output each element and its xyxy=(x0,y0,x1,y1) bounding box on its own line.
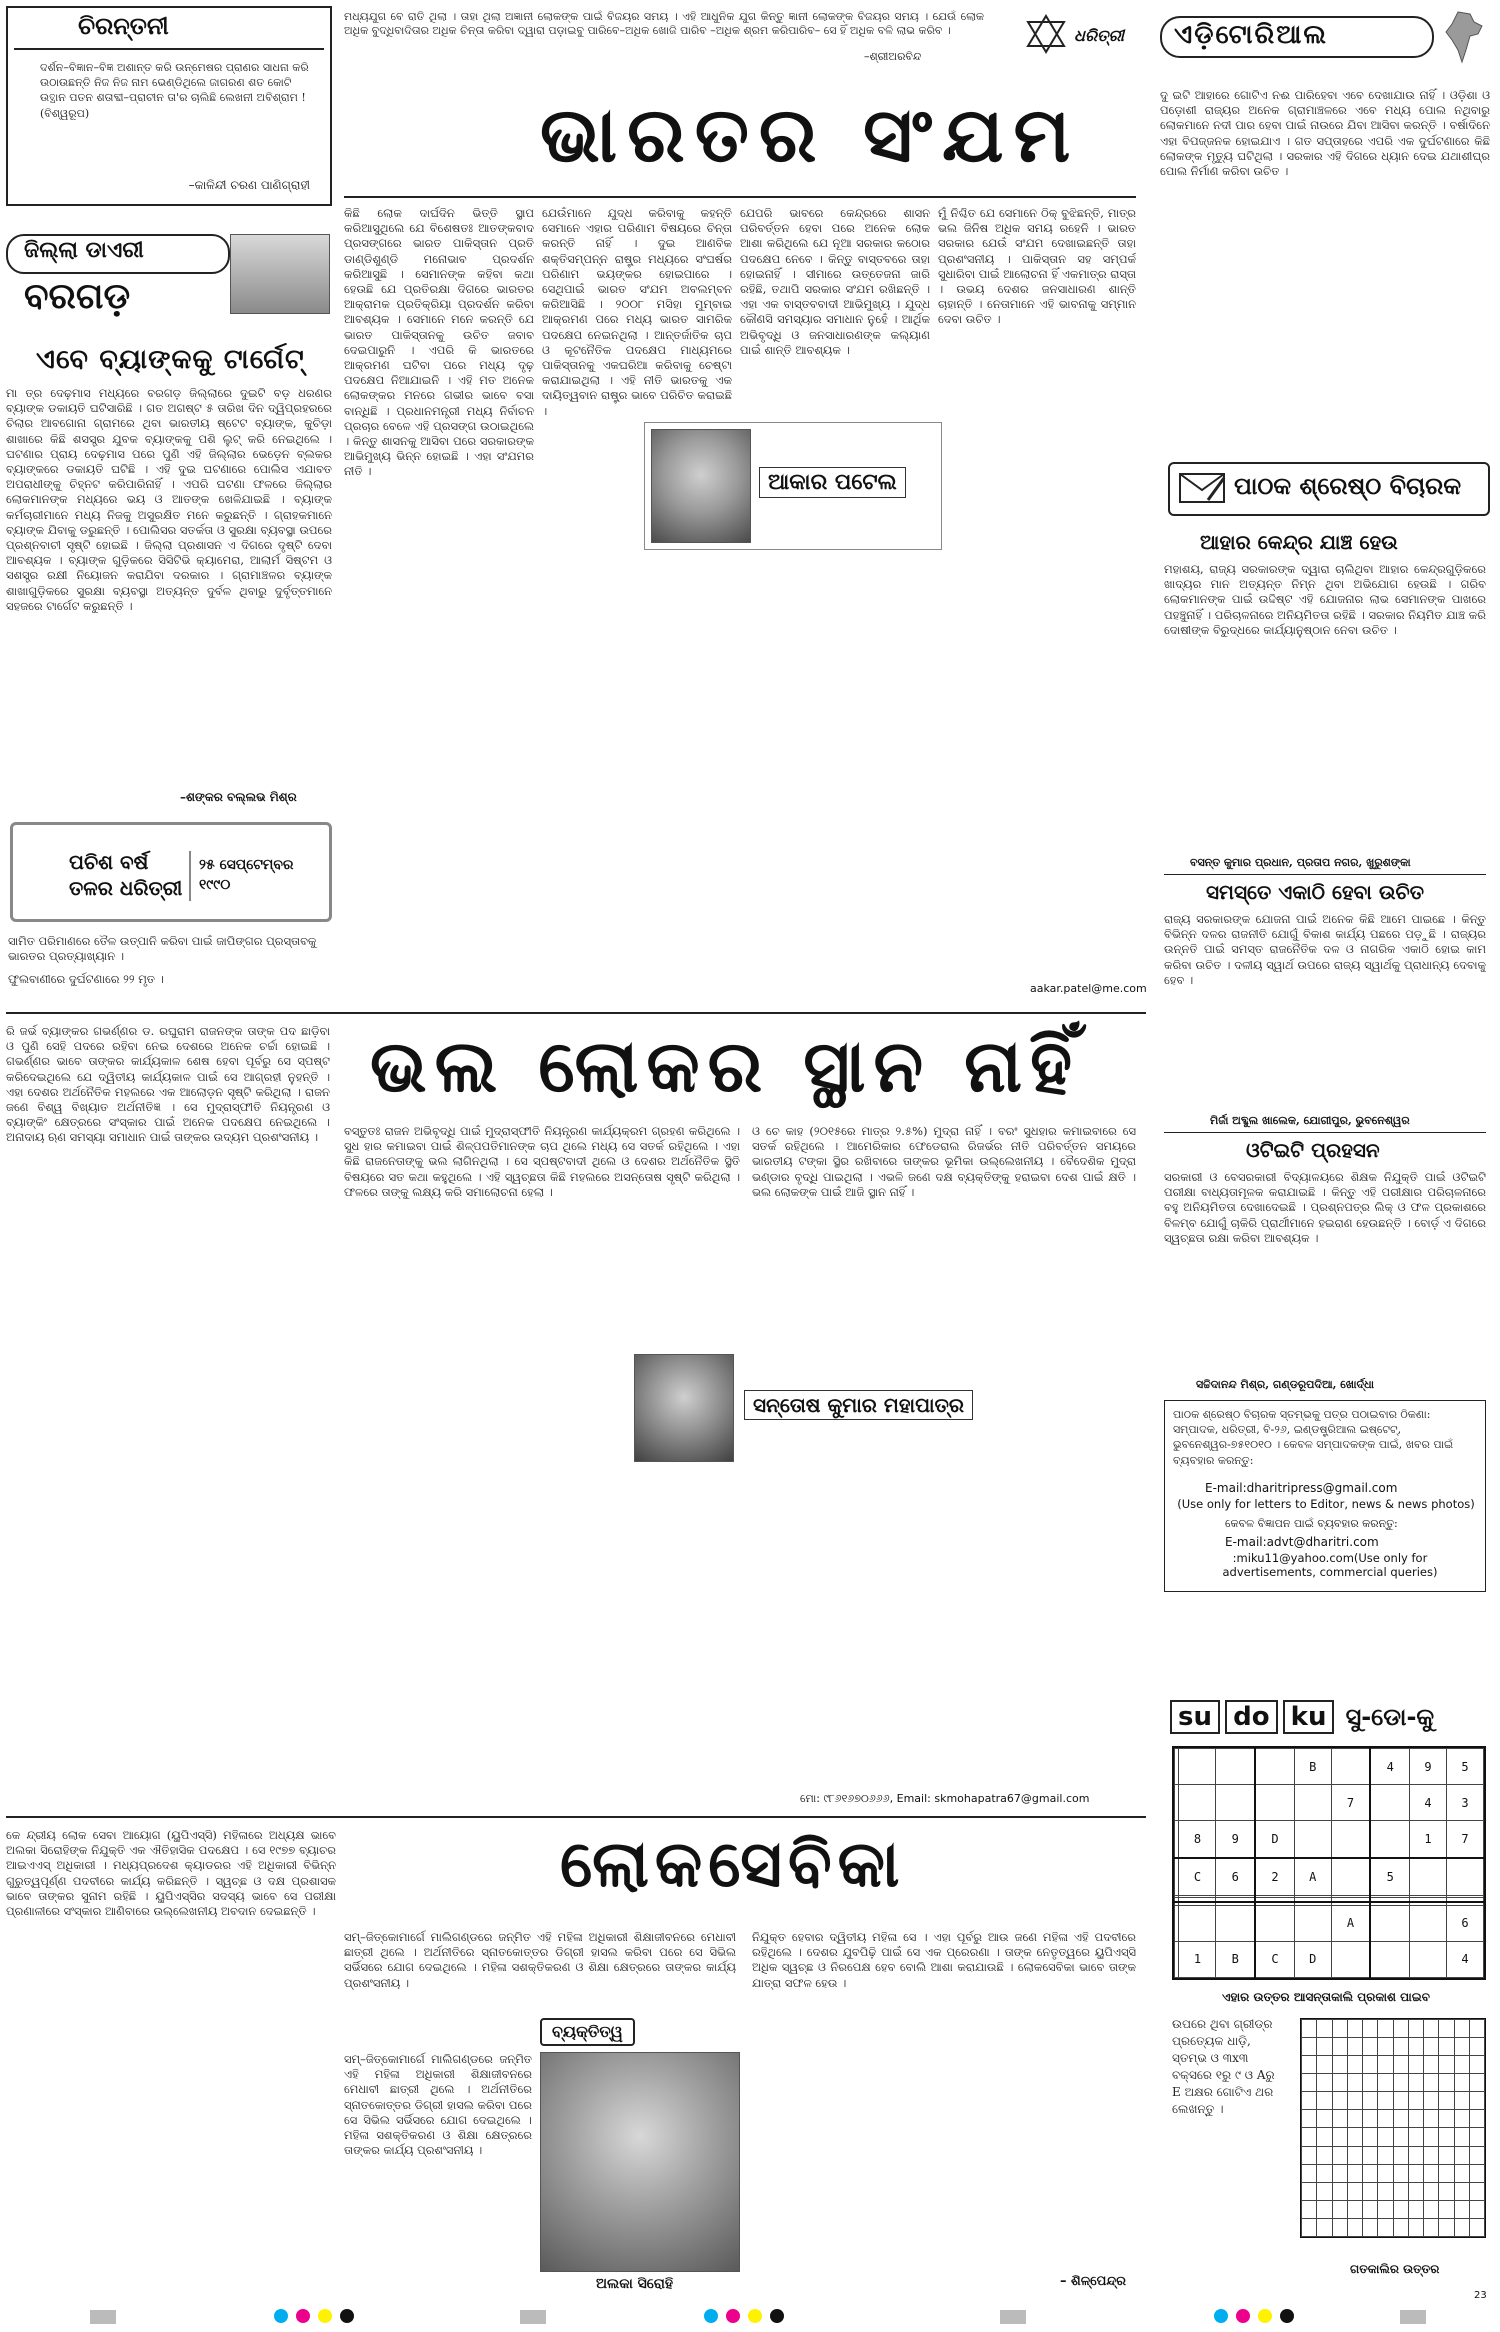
mini-cell xyxy=(1439,2020,1454,2038)
mini-cell xyxy=(1363,2218,1378,2236)
email-miku[interactable]: :miku11@yahoo.com(Use only for advertisements, commercial queries) xyxy=(1222,1551,1438,1579)
mini-cell xyxy=(1378,2074,1393,2092)
reader-header-box xyxy=(1168,462,1490,516)
mini-cell xyxy=(1363,2074,1378,2092)
mini-cell xyxy=(1302,2182,1317,2200)
mini-cell xyxy=(1469,2128,1484,2146)
sudoku-row xyxy=(1175,1749,1484,1785)
sudoku-cell[interactable]: 5 xyxy=(1370,1858,1409,1895)
top-quote: ମଧ୍ୟଯୁଗ ବେ ରାତି ଥିଲା । ତାହା ଥିଲା ଅଜ୍ଞାନୀ ଲୋକଙ୍କ ପାଇଁ ବିଜୟର ସମୟ । ଏହି ଆଧୁନିକ ଯୁଗ କିନ୍ତୁ ଜ୍ଞାନୀ ଲୋକଙ୍କ ବିଜୟର ସମୟ । ଯେଉଁ ଲୋକ ଅଧିକ ବୁଦ୍ଧିବାଦିତାର ଅଧିକ ଚିନ୍ତା କରିବା ଦ୍ୱାରା ପଡ଼ାଇବୁ ପାରିବେ–ଅଧିକ ଖୋଜି ପାରିବ –ଅଧିକ ଶ୍ରମ କରିପାରିବ– ସେ ହିଁ ଅଧିକ ବଳି ଲାଭ କରିବ । xyxy=(344,10,984,37)
mini-cell xyxy=(1469,2218,1484,2236)
mini-cell xyxy=(1363,2200,1378,2218)
mini-cell xyxy=(1454,2038,1469,2056)
mini-cell xyxy=(1439,2218,1454,2236)
district-headline: ଏବେ ବ୍ୟାଙ୍କକୁ ଟାର୍ଗେଟ୍‌ xyxy=(36,344,305,375)
dharitri-25-label: ପଚିଶ ବର୍ଷ ତଳର ଧରିତ୍ରୀ xyxy=(69,850,183,900)
dharitri-25-date: ୨୫ ସେପ୍ଟେମ୍ବର ୧୯୯୦ xyxy=(199,857,294,893)
article1-col4: ମୁଁ ନିଶ୍ଚିତ ଯେ ସେମାନେ ଠିକ୍ ବୁଝିଛନ୍ତି, ମାତ୍ର ଭଲ ଜିନିଷ ଅଧିକ ସମୟ ରହେନି । ଭାରତ ସରକାର ଯେଉଁ ସଂଯମ ଦେଖାଇଛନ୍ତି ତାହା ପ୍ରଶଂସନୀୟ । ପାକିସ୍ତାନ ସହ ସମ୍ପର୍କ ସୁଧାରିବା ପାଇଁ ଆଲୋଚନା ହିଁ ଏକମାତ୍ର ରାସ୍ତା । ଉଭୟ ଦେଶର ଜନସାଧାରଣ ଶାନ୍ତି ଚାହାନ୍ତି । ନେତାମାନେ ଏହି ଭାବନାକୁ ସମ୍ମାନ ଦେବା ଉଚିତ । xyxy=(938,206,1136,327)
mini-cell xyxy=(1469,2038,1484,2056)
mini-cell xyxy=(1378,2218,1393,2236)
article1-col2: ଯେଉଁମାନେ ଯୁଦ୍ଧ କରିବାକୁ କହନ୍ତି ସେମାନେ ଏହାର ପରିଣାମ ବିଷୟରେ ଚିନ୍ତା କରନ୍ତି ନାହିଁ । ଦୁଇ ଆଣବିକ ଶକ୍ତିସମ୍ପନ୍ନ ରାଷ୍ଟ୍ର ମଧ୍ୟରେ ସଂଘର୍ଷର ପରିଣାମ ଭୟଙ୍କର ହୋଇପାରେ । ସେଥିପାଇଁ ଭାରତ ସଂଯମ ଅବଲମ୍ବନ କରିଆସିଛି । ୨୦୦୮ ମସିହା ମୁମ୍ବାଇ ଆକ୍ରମଣ ପରେ ମଧ୍ୟ ଭାରତ ସାମରିକ ପଦକ୍ଷେପ ନେଇନଥିଲା । ଆନ୍ତର୍ଜାତିକ ଚାପ ଓ କୂଟନୈତିକ ପଦକ୍ଷେପ ମାଧ୍ୟମରେ ପାକିସ୍ତାନକୁ ଏକଘରିଆ କରିବାକୁ ଚେଷ୍ଟା କରାଯାଇଥିଲା । ଏହି ନୀତି ଭାରତକୁ ଏକ ଦାୟିତ୍ୱବାନ ରାଷ୍ଟ୍ର ଭାବେ ପରିଚିତ କରାଇଛି । xyxy=(542,206,732,418)
dharitri-logo-small: ଧରିତ୍ରୀ xyxy=(1074,26,1124,45)
mini-cell xyxy=(1317,2056,1332,2074)
mini-cell xyxy=(1424,2182,1439,2200)
envelope-icon xyxy=(1178,472,1226,504)
mini-cell xyxy=(1408,2074,1423,2092)
star-logo-icon xyxy=(1024,12,1068,56)
sudoku-cell[interactable]: 4 xyxy=(1370,1749,1409,1785)
profile-col3: ନିଯୁକ୍ତ ହେବାର ଦ୍ୱିତୀୟ ମହିଳା ସେ । ଏହା ପୂର୍ବରୁ ଆଉ ଜଣେ ମହିଳା ଏହି ପଦବୀରେ ରହିଥିଲେ । ଦେଶର ଯୁବପିଢ଼ି ପାଇଁ ସେ ଏକ ପ୍ରେରଣା । ତାଙ୍କ ନେତୃତ୍ୱରେ ୟୁପିଏସ୍‌ସି ଅଧିକ ସ୍ୱଚ୍ଛ ଓ ନିରପେକ୍ଷ ହେବ ବୋଲି ଆଶା କରାଯାଉଛି । ଲୋକସେବିକା ଭାବେ ତାଙ୍କ ଯାତ୍ରା ସଫଳ ହେଉ । xyxy=(752,1930,1136,1990)
mini-cell xyxy=(1424,2074,1439,2092)
mini-cell xyxy=(1347,2020,1362,2038)
mini-cell xyxy=(1378,2020,1393,2038)
sudoku-cell[interactable]: C xyxy=(1255,1941,1294,1977)
mini-cell xyxy=(1439,2092,1454,2110)
mini-cell xyxy=(1454,2110,1469,2128)
mini-cell xyxy=(1317,2074,1332,2092)
mini-cell xyxy=(1408,2164,1423,2182)
mini-cell xyxy=(1424,2146,1439,2164)
mini-cell xyxy=(1378,2128,1393,2146)
mini-cell xyxy=(1378,2092,1393,2110)
sudoku-cell[interactable]: 4 xyxy=(1410,1785,1447,1821)
mini-cell xyxy=(1393,2056,1408,2074)
mini-cell xyxy=(1332,2074,1347,2092)
profile-col1: କେ ନ୍ଦ୍ରୀୟ ଲୋକ ସେବା ଆୟୋଗ (ୟୁପିଏସ୍‌ସି) ମହିଳାରେ ଅଧ୍ୟକ୍ଷ ଭାବେ ଅଲକା ସିରୋହିଙ୍କ ନିଯୁକ୍ତି ଏକ ଐତିହାସିକ ପଦକ୍ଷେପ । ସେ ୧୯୭୭ ବ୍ୟାଚର ଆଇଏଏସ୍ ଅଧିକାରୀ । ମଧ୍ୟପ୍ରଦେଶ କ୍ୟାଡରର ଏହି ଅଧିକାରୀ ବିଭିନ୍ନ ଗୁରୁତ୍ୱପୂର୍ଣ୍ଣ ପଦବୀରେ କାର୍ଯ୍ୟ କରିଛନ୍ତି । ସ୍ୱଚ୍ଛ ଓ ଦକ୍ଷ ପ୍ରଶାସକ ଭାବେ ତାଙ୍କର ସୁନାମ ରହିଛି । ୟୁପିଏସ୍‌ସିର ସଦସ୍ୟ ଭାବେ ସେ ପରୀକ୍ଷା ପ୍ରଣାଳୀରେ ସଂସ୍କାର ଆଣିବାରେ ଉଲ୍ଲେଖନୀୟ ଅବଦାନ ଦେଇଛନ୍ତି । xyxy=(6,1828,336,1919)
mini-cell xyxy=(1454,2164,1469,2182)
district-diary-header xyxy=(6,234,332,326)
mini-cell xyxy=(1347,2056,1362,2074)
mini-cell xyxy=(1302,2056,1317,2074)
article2-author-box xyxy=(628,1350,1028,1466)
sudoku-cell[interactable]: 1 xyxy=(1179,1941,1216,1977)
mini-cell xyxy=(1454,2200,1469,2218)
sudoku-cell[interactable] xyxy=(1294,1785,1331,1821)
article1-author-photo xyxy=(651,429,751,543)
district-byline: –ଶଙ୍କର ବଲ୍ଲଭ ମିଶ୍ର xyxy=(180,790,297,804)
mini-row xyxy=(1302,2146,1485,2164)
mini-cell xyxy=(1302,2200,1317,2218)
sudoku-cell[interactable]: 7 xyxy=(1446,1821,1483,1858)
profile-tag-box xyxy=(540,2018,740,2048)
mini-cell xyxy=(1347,2074,1362,2092)
mini-cell xyxy=(1393,2218,1408,2236)
mini-cell xyxy=(1332,2146,1347,2164)
letter1-body: ମହାଶୟ, ରାଜ୍ୟ ସରକାରଙ୍କ ଦ୍ୱାରା ଚାଲିଥିବା ଆହାର କେନ୍ଦ୍ରଗୁଡ଼ିକରେ ଖାଦ୍ୟର ମାନ ଅତ୍ୟନ୍ତ ନିମ୍ନ ଥିବା ଅଭିଯୋଗ ହେଉଛି । ଗରିବ ଲୋକମାନଙ୍କ ପାଇଁ ଉଦ୍ଦିଷ୍ଟ ଏହି ଯୋଜନାର ଲାଭ ସେମାନଙ୍କ ପାଖରେ ପହଞ୍ଚୁନାହିଁ । ପରିଚାଳନାରେ ଅନିୟମିତତା ରହିଛି । ସରକାର ନିୟମିତ ଯାଞ୍ଚ କରି ଦୋଷୀଙ୍କ ବିରୁଦ୍ଧରେ କାର୍ଯ୍ୟାନୁଷ୍ଠାନ ନେବା ଉଚିତ । xyxy=(1164,562,1486,637)
sudoku-su: su xyxy=(1170,1700,1220,1734)
mini-cell xyxy=(1332,2164,1347,2182)
article2-headline: ଭଲ ଲୋକର ସ୍ଥାନ ନାହିଁ xyxy=(370,1024,1081,1108)
mini-cell xyxy=(1317,2200,1332,2218)
print-marks xyxy=(0,2306,1500,2328)
letter1-sign: ବସନ୍ତ କୁମାର ପ୍ରଧାନ, ପ୍ରତାପ ନଗର, ଖୁରୁଶଙ୍କା xyxy=(1190,856,1411,869)
sudoku-cell[interactable] xyxy=(1294,1821,1331,1858)
mini-cell xyxy=(1347,2128,1362,2146)
mini-cell xyxy=(1347,2200,1362,2218)
mini-cell xyxy=(1439,2110,1454,2128)
mini-cell xyxy=(1302,2164,1317,2182)
mini-row xyxy=(1302,2164,1485,2182)
mini-cell xyxy=(1408,2218,1423,2236)
sudoku-prev-answer-label: ଗତକାଲିର ଉତ୍ତର xyxy=(1350,2262,1440,2276)
mini-cell xyxy=(1469,2020,1484,2038)
mini-cell xyxy=(1408,2092,1423,2110)
mini-row xyxy=(1302,2218,1485,2236)
letter2-title: ସମସ୍ତେ ଏକାଠି ହେବା ଉଚିତ xyxy=(1206,880,1424,904)
sudoku-row xyxy=(1175,1858,1484,1895)
quote-box xyxy=(6,6,332,206)
mini-cell xyxy=(1317,2128,1332,2146)
sudoku-cell[interactable]: B xyxy=(1216,1941,1255,1977)
article2-contact: ମୋ: ୯୮୬୧୬୭୦୬୬୬, Email: skmohapatra67@gmail.com xyxy=(800,1792,1090,1805)
mini-cell xyxy=(1302,2146,1317,2164)
mini-cell xyxy=(1469,2164,1484,2182)
mini-row xyxy=(1302,2200,1485,2218)
sudoku-cell[interactable]: 4 xyxy=(1446,1941,1483,1977)
mini-cell xyxy=(1454,2092,1469,2110)
profile-headline: ଲୋକସେବିକା xyxy=(560,1828,906,1902)
mini-cell xyxy=(1378,2038,1393,2056)
sudoku-cell[interactable] xyxy=(1216,1749,1255,1785)
sudoku-cell[interactable] xyxy=(1255,1905,1294,1941)
letter3-body: ସରକାରୀ ଓ ବେସରକାରୀ ବିଦ୍ୟାଳୟରେ ଶିକ୍ଷକ ନିଯୁକ୍ତି ପାଇଁ ଓଟିଇଟି ପରୀକ୍ଷା ବାଧ୍ୟତାମୂଳକ କରାଯାଇଛି । କିନ୍ତୁ ଏହି ପରୀକ୍ଷାର ପରିଚାଳନାରେ ବହୁ ଅନିୟମିତତା ଦେଖାଦେଇଛି । ପ୍ରଶ୍ନପତ୍ର ଲିକ୍ ଓ ଫଳ ପ୍ରକାଶରେ ବିଳମ୍ବ ଯୋଗୁଁ ଚାକିରି ପ୍ରାର୍ଥୀମାନେ ହଇରାଣ ହେଉଛନ୍ତି । ବୋର୍ଡ଼ ଏ ଦିଗରେ ସ୍ୱଚ୍ଛତା ରକ୍ଷା କରିବା ଆବଶ୍ୟକ । xyxy=(1164,1170,1486,1245)
article1-headline: ଭାରତର ସଂଯମ xyxy=(540,90,1081,179)
sudoku-cell[interactable] xyxy=(1410,1941,1447,1977)
sudoku-grid[interactable] xyxy=(1172,1746,1486,1980)
sudoku-rules: ଉପରେ ଥିବା ଗ୍ରୀଡ୍‌ର ପ୍ରତ୍ୟେକ ଧାଡ଼ି, ସ୍ତମ୍ଭ ଓ ୩x୩ ବକ୍ସରେ ୧ରୁ ୯ ଓ Aରୁ E ଅକ୍ଷର ଗୋଟିଏ ଥର ଲେଖନ୍ତୁ । xyxy=(1172,2017,1275,2116)
mini-cell xyxy=(1302,2092,1317,2110)
mini-cell xyxy=(1454,2218,1469,2236)
mini-cell xyxy=(1378,2182,1393,2200)
mini-cell xyxy=(1317,2218,1332,2236)
sudoku-cell[interactable]: 7 xyxy=(1331,1785,1370,1821)
mini-cell xyxy=(1317,2164,1332,2182)
mini-cell xyxy=(1347,2164,1362,2182)
mini-cell xyxy=(1393,2128,1408,2146)
mini-cell xyxy=(1393,2038,1408,2056)
mini-cell xyxy=(1332,2056,1347,2074)
mini-cell xyxy=(1469,2182,1484,2200)
letter2-body: ରାଜ୍ୟ ସରକାରଙ୍କ ଯୋଜନା ପାଇଁ ଅନେକ କିଛି ଆମେ ପାଇଛେ । କିନ୍ତୁ ବିଭିନ୍ନ ଦଳର ରାଜନୀତି ଯୋଗୁଁ ବିକାଶ କାର୍ଯ୍ୟ ପଛରେ ପଡ଼ୁଛି । ରାଜ୍ୟର ଉନ୍ନତି ପାଇଁ ସମସ୍ତ ରାଜନୈତିକ ଦଳ ଓ ନାଗରିକ ଏକାଠି ହୋଇ କାମ କରିବା ଉଚିତ । ଦଳୀୟ ସ୍ୱାର୍ଥ ଉପରେ ରାଜ୍ୟ ସ୍ୱାର୍ଥକୁ ପ୍ରାଧାନ୍ୟ ଦେବାକୁ ହେବ । xyxy=(1164,912,1486,987)
mini-cell xyxy=(1302,2074,1317,2092)
mini-row xyxy=(1302,2182,1485,2200)
mini-cell xyxy=(1332,2020,1347,2038)
mini-cell xyxy=(1454,2020,1469,2038)
article1-email: aakar.patel@me.com xyxy=(1030,982,1147,995)
sudoku-cell[interactable]: 5 xyxy=(1446,1749,1483,1785)
article2-col1: ରି ଜର୍ଭ ବ୍ୟାଙ୍କର ଗଭର୍ଣ୍ଣର ଡ. ରଘୁରାମ ରାଜନଙ୍କ ତାଙ୍କ ପଦ ଛାଡ଼ିବା ଓ ପୁଣି ସେହି ପଦରେ ରହିବା ନେଇ ଦେଶରେ ଅନେକ ଚର୍ଚ୍ଚା ହୋଇଛି । ଗଭର୍ଣ୍ଣର ଭାବେ ତାଙ୍କର କାର୍ଯ୍ୟକାଳ ଶେଷ ହେବା ପୂର୍ବରୁ ସେ ସ୍ପଷ୍ଟ କରିଦେଇଥିଲେ ଯେ ଦ୍ୱିତୀୟ କାର୍ଯ୍ୟକାଳ ପାଇଁ ସେ ଆଗ୍ରହୀ ନୁହନ୍ତି । ଏହା ଦେଶର ଅର୍ଥନୈତିକ ମହଲରେ ଏକ ଆଲୋଡ଼ନ ସୃଷ୍ଟି କରିଥିଲା । ରାଜନ ଜଣେ ବିଶ୍ୱ ବିଖ୍ୟାତ ଅର୍ଥନୀତିଜ୍ଞ । ସେ ମୁଦ୍ରାସ୍ଫୀତି ନିୟନ୍ତ୍ରଣ ଓ ବ୍ୟାଙ୍କିଂ କ୍ଷେତ୍ରରେ ସଂସ୍କାର ପାଇଁ ଅନେକ ପଦକ୍ଷେପ ନେଇଥିଲେ । ଅନାଦାୟ ଋଣ ସମସ୍ୟା ସମାଧାନ ପାଇଁ ତାଙ୍କର ଉଦ୍ୟମ ପ୍ରଶଂସନୀୟ । xyxy=(6,1024,330,1145)
mini-row xyxy=(1302,2110,1485,2128)
profile-col2: ସମ୍‌–ଜିତ୍‌କୋମାର୍ଗେ ମାଲିଗଣ୍ଡରେ ଜନ୍ମିତ ଏହି ମହିଳା ଅଧିକାରୀ ଶିକ୍ଷାଜୀବନରେ ମେଧାବୀ ଛାତ୍ରୀ ଥିଲେ । ଅର୍ଥନୀତିରେ ସ୍ନାତକୋତ୍ତର ଡିଗ୍ରୀ ହାସଲ କରିବା ପରେ ସେ ସିଭିଲ ସର୍ଭିସରେ ଯୋଗ ଦେଇଥିଲେ । ମହିଳା ସଶକ୍ତିକରଣ ଓ ଶିକ୍ଷା କ୍ଷେତ୍ରରେ ତାଙ୍କର କାର୍ଯ୍ୟ ପ୍ରଶଂସନୀୟ । xyxy=(344,1930,736,1990)
ads-note: କେବଳ ବିଜ୍ଞାପନ ପାଇଁ ବ୍ୟବହାର କରନ୍ତୁ: xyxy=(1225,1517,1398,1530)
profile-col2b: ସମ୍‌–ଜିତ୍‌କୋମାର୍ଗେ ମାଲିଗଣ୍ଡରେ ଜନ୍ମିତ ଏହି ମହିଳା ଅଧିକାରୀ ଶିକ୍ଷାଜୀବନରେ ମେଧାବୀ ଛାତ୍ରୀ ଥିଲେ । ଅର୍ଥନୀତିରେ ସ୍ନାତକୋତ୍ତର ଡିଗ୍ରୀ ହାସଲ କରିବା ପରେ ସେ ସିଭିଲ ସର୍ଭିସରେ ଯୋଗ ଦେଇଥିଲେ । ମହିଳା ସଶକ୍ତିକରଣ ଓ ଶିକ୍ଷା କ୍ଷେତ୍ରରେ ତାଙ୍କର କାର୍ଯ୍ୟ ପ୍ରଶଂସନୀୟ । xyxy=(344,2052,532,2158)
mini-cell xyxy=(1363,2092,1378,2110)
mini-cell xyxy=(1332,2110,1347,2128)
sudoku-cell[interactable] xyxy=(1331,1821,1370,1858)
mini-cell xyxy=(1378,2056,1393,2074)
profile-byline: – ଶିଳ୍ପେନ୍ଦ୍ର xyxy=(1060,2274,1126,2289)
sudoku-cell[interactable]: A xyxy=(1294,1858,1331,1895)
top-quote-strip xyxy=(344,6,1124,70)
mini-cell xyxy=(1469,2056,1484,2074)
sudoku-cell[interactable]: 9 xyxy=(1410,1749,1447,1785)
mini-cell xyxy=(1408,2182,1423,2200)
mini-cell xyxy=(1363,2110,1378,2128)
mini-cell xyxy=(1424,2092,1439,2110)
mini-cell xyxy=(1408,2110,1423,2128)
temple-photo xyxy=(230,234,330,314)
sudoku-cell[interactable] xyxy=(1216,1905,1255,1941)
sudoku-row xyxy=(1175,1905,1484,1941)
mini-cell xyxy=(1439,2200,1454,2218)
mini-cell xyxy=(1439,2074,1454,2092)
mini-cell xyxy=(1302,2218,1317,2236)
email-advt[interactable]: E-mail:advt@dharitri.com xyxy=(1225,1535,1379,1549)
sudoku-title xyxy=(1170,1700,1490,1740)
sudoku-cell[interactable]: 8 xyxy=(1179,1821,1216,1858)
sudoku-cell[interactable] xyxy=(1216,1785,1255,1821)
mini-cell xyxy=(1408,2038,1423,2056)
sudoku-cell[interactable]: 6 xyxy=(1446,1905,1483,1941)
article1-col1: କିଛି ଲୋକ ଦାର୍ଘଦିନ ଭିତ୍ତି ସ୍ଥାପ କରିଆସୁଥିଲେ ଯେ ବିଶେଷତଃ ଆତଙ୍କବାଦ ପ୍ରସଙ୍ଗରେ ଭାରତ ପାକିସ୍ତାନ ପ୍ରତି ଡାଣ୍ଡିଶୁଣ୍ଡି ମନୋଭାବ ପ୍ରଦର୍ଶନ କରିଆସୁଛି । ସେମାନଙ୍କ କହିବା କଥା ହେଉଛି ଯେ ପ୍ରତିରକ୍ଷା ଦିଗରେ ଭାରତର ଆକ୍ରାମକ ପ୍ରତିକ୍ରିୟା ପ୍ରଦର୍ଶନ କରିବା ଆବଶ୍ୟକ । ସେମାନେ ମନେ କରନ୍ତି ଯେ ଭାରତ ପାକିସ୍ତାନକୁ ଉଚିତ ଜବାବ ଦେଇପାରୁନି । ଏପରି କି ଭାରତରେ ଆକ୍ରମଣ ଘଟିବା ପରେ ମଧ୍ୟ ଦୃଢ଼ ପଦକ୍ଷେପ ନିଆଯାଇନି । ଏହି ମତ ଅନେକ ଲୋକଙ୍କର ମନରେ ଗଭୀର ଭାବେ ବସା ବାନ୍ଧିଛି । ପ୍ରଧାନମନ୍ତ୍ରୀ ମଧ୍ୟ ନିର୍ବାଚନ ପ୍ରଚାର ବେଳେ ଏହି ପ୍ରସଙ୍ଗ ଉଠାଇଥିଲେ । କିନ୍ତୁ ଶାସନକୁ ଆସିବା ପରେ ସରକାରଙ୍କ ଆଭିମୁଖ୍ୟ ଭିନ୍ନ ହୋଇଛି । ଏହା ସଂଯମର ନୀତି । xyxy=(344,206,534,479)
sudoku-cell[interactable] xyxy=(1370,1785,1409,1821)
mini-cell xyxy=(1424,2038,1439,2056)
sudoku-cell[interactable] xyxy=(1255,1785,1294,1821)
mini-cell xyxy=(1332,2038,1347,2056)
sudoku-cell[interactable]: A xyxy=(1331,1905,1370,1941)
sudoku-row xyxy=(1175,1785,1484,1821)
mini-cell xyxy=(1317,2038,1332,2056)
mini-cell xyxy=(1332,2182,1347,2200)
mini-cell xyxy=(1439,2182,1454,2200)
sudoku-cell[interactable]: D xyxy=(1294,1941,1331,1977)
mini-cell xyxy=(1332,2200,1347,2218)
mini-cell xyxy=(1393,2200,1408,2218)
mini-cell xyxy=(1424,2020,1439,2038)
mini-cell xyxy=(1469,2074,1484,2092)
mini-cell xyxy=(1302,2038,1317,2056)
sudoku-row xyxy=(1175,1941,1484,1977)
district-diary-label: ଜିଲ୍ଲା ଡାଏରୀ xyxy=(24,238,144,263)
district-body: ମା ତ୍ର ଦେଢ଼ମାସ ମଧ୍ୟରେ ବରଗଡ଼ ଜିଲ୍ଲାରେ ଦୁଇଟି ବଡ଼ ଧରଣର ବ୍ୟାଙ୍କ ଡକାୟତି ଘଟିସାରିଛି । ଗତ ଅଗଷ୍ଟ ୫ ତାରିଖ ଦିନ ଦ୍ୱିପ୍ରହରରେ ଚିଲାର ଆବଗୋନା ଗ୍ରାମରେ ଥିବା ଭାରତୀୟ ଷ୍ଟେଟ ବ୍ୟାଙ୍କ, କୁଚିଡ଼ା ଶାଖାରେ କିଛି ଶସସ୍ତ୍ର ଯୁବକ ବ୍ୟାଙ୍କକୁ ପଶି ଲୁଟ୍ କରି ନେଇଥିଲେ । ଘଟଣାର ପ୍ରାୟ ଦେଢ଼ମାସ ପରେ ପୁଣି ଏହି ଜିଲ୍ଲାର ଭେଡ଼େନ ବ୍ଲକର ବ୍ୟାଙ୍କରେ ଡକାୟତି ଘଟିଛି । ଏହି ଦୁଇ ଘଟଣାରେ ପୋଲିସ ଏଯାବତ ଅପରାଧୀଙ୍କୁ ଚିହ୍ନଟ କରିପାରିନାହିଁ । ଏପରି ଘଟଣା ଫଳରେ ଜିଲ୍ଲାର ଲୋକମାନଙ୍କ ମଧ୍ୟରେ ଭୟ ଓ ଆତଙ୍କ ଖେଳିଯାଇଛି । ବ୍ୟାଙ୍କ କର୍ମଚାରୀମାନେ ମଧ୍ୟ ନିଜକୁ ଅସୁରକ୍ଷିତ ମନେ କରୁଛନ୍ତି । ଗ୍ରାହକମାନେ ବ୍ୟାଙ୍କ ଯିବାକୁ ଡରୁଛନ୍ତି । ପୋଲିସର ସତର୍କତା ଓ ସୁରକ୍ଷା ବ୍ୟବସ୍ଥା ଉପରେ ପ୍ରଶ୍ନବାଚୀ ସୃଷ୍ଟି ହୋଇଛି । ଜିଲ୍ଲା ପ୍ରଶାସନ ଏ ଦିଗରେ ଦୃଷ୍ଟି ଦେବା ଆବଶ୍ୟକ । ବ୍ୟାଙ୍କ ଗୁଡ଼ିକରେ ସିସିଟିଭି କ୍ୟାମେରା, ଆଲାର୍ମ ସିଷ୍ଟମ ଓ ସଶସ୍ତ୍ର ରକ୍ଷୀ ନିୟୋଜନ କରାଯିବା ଦରକାର । ଗ୍ରାମାଞ୍ଚଳର ବ୍ୟାଙ୍କ ଶାଖାଗୁଡ଼ିକରେ ସୁରକ୍ଷା ବ୍ୟବସ୍ଥା ଅତ୍ୟନ୍ତ ଦୁର୍ବଳ ଥିବାରୁ ଦୁର୍ବୃତ୍ତମାନେ ସହଜରେ ଟାର୍ଗେଟ କରୁଛନ୍ତି । xyxy=(6,386,332,613)
vox-news-body: ଦୁ ଇଟି ଆହାରେ ଗୋଟିଏ ନଈ ପାରିହେବା ଏବେ ଦେଖାଯାଉ ନାହିଁ । ଓଡ଼ିଶା ଓ ପଡ଼ୋଶୀ ରାଜ୍ୟର ଅନେକ ଗ୍ରାମାଞ୍ଚଳରେ ଏବେ ମଧ୍ୟ ପୋଲ ନଥିବାରୁ ଲୋକମାନେ ନଦୀ ପାର ହେବା ପାଇଁ ନାଉରେ ଯିବା ଆସିବା କରନ୍ତି । ବର୍ଷାଦିନେ ଏହା ବିପଜ୍ଜନକ ହୋଇଯାଏ । ଗତ ସପ୍ତାହରେ ଏପରି ଏକ ଦୁର୍ଘଟଣାରେ କିଛି ଲୋକଙ୍କ ମୃତ୍ୟୁ ଘଟିଥିଲା । ସରକାର ଏହି ଦିଗରେ ଧ୍ୟାନ ଦେଇ ଯଥାଶୀଘ୍ର ପୋଲ ନିର୍ମାଣ କରିବା ଉଚିତ । xyxy=(1160,88,1490,179)
mini-cell xyxy=(1317,2182,1332,2200)
mini-cell xyxy=(1332,2218,1347,2236)
article1-col3: ଯେପରି ଭାବରେ କେନ୍ଦ୍ରରେ ଶାସନ ପରିବର୍ତ୍ତନ ହେବା ପରେ ଅନେକ ଲୋକ ଆଶା କରିଥିଲେ ଯେ ନୂଆ ସରକାର କଠୋର ପଦକ୍ଷେପ ନେବେ । କିନ୍ତୁ ବାସ୍ତବରେ ତାହା ହୋଇନାହିଁ । ସୀମାରେ ଉତ୍ତେଜନା ଜାରି ରହିଛି, ତଥାପି ସରକାର ସଂଯମ ରଖିଛନ୍ତି । ଏହା ଏକ ବାସ୍ତବବାଦୀ ଆଭିମୁଖ୍ୟ । ଯୁଦ୍ଧ କୌଣସି ସମସ୍ୟାର ସମାଧାନ ନୁହେଁ । ଆର୍ଥିକ ଅଭିବୃଦ୍ଧି ଓ ଜନସାଧାରଣଙ୍କ କଲ୍ୟାଣ ପାଇଁ ଶାନ୍ତି ଆବଶ୍ୟକ । xyxy=(740,206,930,357)
sudoku-cell[interactable]: 6 xyxy=(1216,1858,1255,1895)
sudoku-cell[interactable] xyxy=(1179,1905,1216,1941)
sudoku-do: do xyxy=(1225,1700,1277,1734)
mini-cell xyxy=(1469,2092,1484,2110)
sudoku-answer-note: ଏହାର ଉତ୍ତର ଆସନ୍ତାକାଲି ପ୍ରକାଶ ପାଇବ xyxy=(1222,1990,1430,2004)
sudoku-cell[interactable] xyxy=(1331,1749,1370,1785)
mini-cell xyxy=(1302,2128,1317,2146)
sudoku-cell[interactable] xyxy=(1179,1785,1216,1821)
profile-photo xyxy=(540,2052,740,2272)
reader-header: ପାଠକ ଶ୍ରେଷ୍ଠ ବିଚାରକ xyxy=(1234,472,1462,500)
mini-cell xyxy=(1363,2146,1378,2164)
sudoku-row xyxy=(1175,1821,1484,1858)
article1-author-box xyxy=(644,422,942,550)
mini-cell xyxy=(1317,2146,1332,2164)
sudoku-cell[interactable]: 1 xyxy=(1410,1821,1447,1858)
mini-cell xyxy=(1408,2056,1423,2074)
sudoku-cell[interactable] xyxy=(1331,1858,1370,1895)
mini-cell xyxy=(1363,2020,1378,2038)
article2-col3: ଓ ଚେ କାହ (୨୦୧୫ରେ ମାତ୍ର ୨.୫%) ମୁଦ୍ରା ନାହିଁ । ବରଂ ସୁଧହାର କମାଇବାରେ ସେ ସତର୍କ ରହିଥିଲେ । ଆମେରିକାର ଫେଡେରାଲ ରିଜର୍ଭର ନୀତି ପରିବର୍ତ୍ତନ ସମୟରେ ଭାରତୀୟ ଟଙ୍କା ସ୍ଥିର ରଖିବାରେ ତାଙ୍କର ଭୂମିକା ଉଲ୍ଲେଖନୀୟ । ବୈଦେଶିକ ମୁଦ୍ରା ଭଣ୍ଡାର ବୃଦ୍ଧି ପାଇଥିଲା । ଏଭଳି ଜଣେ ଦକ୍ଷ ବ୍ୟକ୍ତିଙ୍କୁ ହରାଇବା ଦେଶ ପାଇଁ କ୍ଷତି । ଭଲ ଲୋକଙ୍କ ପାଇଁ ଆଜି ସ୍ଥାନ ନାହିଁ । xyxy=(752,1124,1136,1199)
mini-cell xyxy=(1347,2092,1362,2110)
mini-cell xyxy=(1424,2200,1439,2218)
mini-cell xyxy=(1469,2146,1484,2164)
sudoku-cell[interactable]: B xyxy=(1294,1749,1331,1785)
mini-cell xyxy=(1408,2128,1423,2146)
mini-cell xyxy=(1302,2020,1317,2038)
sudoku-cell[interactable]: 3 xyxy=(1446,1785,1483,1821)
sudoku-cell[interactable] xyxy=(1294,1905,1331,1941)
mini-cell xyxy=(1393,2020,1408,2038)
mini-cell xyxy=(1378,2200,1393,2218)
mini-cell xyxy=(1454,2128,1469,2146)
sudoku-prev-answer-grid xyxy=(1300,2018,1486,2238)
mini-cell xyxy=(1347,2110,1362,2128)
letter3-sign: ସଚ୍ଚିଦାନନ୍ଦ ମିଶ୍ର, ଗଣ୍ଡରୂପଦିଆ, ଖୋର୍ଦ୍ଧା xyxy=(1196,1378,1375,1391)
mini-cell xyxy=(1332,2092,1347,2110)
sudoku-ku: ku xyxy=(1283,1700,1335,1734)
mini-row xyxy=(1302,2074,1485,2092)
sudoku-cell[interactable] xyxy=(1331,1941,1370,1977)
mini-cell xyxy=(1454,2182,1469,2200)
mini-cell xyxy=(1424,2218,1439,2236)
mini-cell xyxy=(1317,2092,1332,2110)
mini-cell xyxy=(1424,2110,1439,2128)
mini-cell xyxy=(1439,2164,1454,2182)
sudoku-cell[interactable] xyxy=(1179,1749,1216,1785)
mini-row xyxy=(1302,2092,1485,2110)
sudoku-cell[interactable] xyxy=(1370,1941,1409,1977)
email-press-note: (Use only for letters to Editor, news & news photos) xyxy=(1177,1497,1475,1511)
mini-cell xyxy=(1317,2110,1332,2128)
sudoku-cell[interactable] xyxy=(1446,1858,1483,1895)
mini-cell xyxy=(1363,2164,1378,2182)
top-quote-author: –ଶ୍ରୀଅରବିନ୍ଦ xyxy=(864,50,922,63)
article2-author-name: ସନ୍ତୋଷ କୁମାର ମହାପାତ୍ର xyxy=(744,1390,973,1420)
sudoku-cell[interactable] xyxy=(1410,1905,1447,1941)
quote-author: –କାଳିନ୍ଦୀ ଚରଣ ପାଣିଗ୍ରାହୀ xyxy=(188,178,310,192)
mini-cell xyxy=(1393,2074,1408,2092)
mini-cell xyxy=(1363,2056,1378,2074)
mini-cell xyxy=(1439,2146,1454,2164)
section-name: ଏଡ଼ିଟୋରିଆଲ xyxy=(1174,20,1329,50)
dharitri-25-item-2: ଫୁଲବାଣୀରେ ଦୁର୍ଘଟଣାରେ ୨୨ ମୃତ । xyxy=(8,972,164,986)
article2-author-photo xyxy=(634,1354,734,1462)
quote-text: ଦର୍ଶନ–ବିଜ୍ଞାନ–ବିଜ୍ଞ ଅଶାନ୍ତ କରି ଉନ୍ମେଷର ପ୍ରାଣର ସାଧନା କରି ଉଠାଉଛନ୍ତି ନିଜ ନିଜ ନାମ ଭେଣ୍ଡିଥିଲେ ଜାଗରଣ ଶତ କୋଟି ଉତ୍ଥାନ ପତନ ଶତାବ୍ଦୀ–ପ୍ରାଚୀନ ତା'ର ଚାଲିଛି ଲେଖନୀ ଅବିଶ୍ରାମ ! (ବିଶ୍ୱରୂପ) xyxy=(40,61,309,120)
mini-cell xyxy=(1424,2164,1439,2182)
mini-cell xyxy=(1332,2128,1347,2146)
mini-cell xyxy=(1393,2182,1408,2200)
section-header xyxy=(1160,6,1490,70)
article1-author-name: ଆକାର ପଟେଲ xyxy=(759,467,906,498)
sudoku-cell[interactable] xyxy=(1370,1905,1409,1941)
letter3-title: ଓଟିଇଟି ପ୍ରହସନ xyxy=(1246,1138,1380,1162)
mini-cell xyxy=(1393,2164,1408,2182)
profile-tag: ବ୍ୟକ୍ତିତ୍ୱ xyxy=(540,2018,635,2046)
mini-cell xyxy=(1454,2074,1469,2092)
sudoku-cell[interactable]: D xyxy=(1255,1821,1294,1858)
mini-cell xyxy=(1347,2038,1362,2056)
sudoku-title-odia: ସୁ-ଡୋ-କୁ xyxy=(1345,1703,1435,1731)
mini-cell xyxy=(1424,2128,1439,2146)
mini-cell xyxy=(1393,2110,1408,2128)
letter1-title: ଆହାର କେନ୍ଦ୍ର ଯାଞ୍ଚ ହେଉ xyxy=(1200,530,1398,554)
mini-cell xyxy=(1317,2020,1332,2038)
sudoku-cell[interactable]: 2 xyxy=(1255,1858,1294,1895)
mini-cell xyxy=(1469,2200,1484,2218)
mini-cell xyxy=(1347,2146,1362,2164)
mini-cell xyxy=(1347,2218,1362,2236)
mini-row xyxy=(1302,2056,1485,2074)
sudoku-cell[interactable]: 9 xyxy=(1216,1821,1255,1858)
india-map-icon xyxy=(1444,10,1484,64)
profile-caption: ଅଲକା ସିରୋହି xyxy=(596,2276,674,2292)
mini-cell xyxy=(1454,2146,1469,2164)
mini-cell xyxy=(1439,2056,1454,2074)
letter2-sign: ମିର୍ଜା ଅବ୍ଦୁଲ ଖାଲେକ, ଯୋଗୀପୁର, ଭୁବନେଶ୍ୱର xyxy=(1210,1114,1410,1127)
mini-cell xyxy=(1378,2110,1393,2128)
page-number: 23 xyxy=(1474,2290,1487,2301)
mini-cell xyxy=(1363,2182,1378,2200)
mini-cell xyxy=(1454,2056,1469,2074)
dharitri-25-item-1: ସାମିତ ପରିମାଣରେ ତୈଳ ଉତ୍ପାନି କରିବା ପାଇଁ ଜାପିଙ୍ଗର ପ୍ରସ୍ତାବକୁ ଭାରତର ପ୍ରତ୍ୟାଖ୍ୟାନ । xyxy=(8,934,317,964)
mini-row xyxy=(1302,2020,1485,2038)
mini-cell xyxy=(1469,2110,1484,2128)
dharitri-25-box xyxy=(10,822,332,922)
sudoku-cell[interactable] xyxy=(1255,1749,1294,1785)
mini-cell xyxy=(1408,2146,1423,2164)
mini-cell xyxy=(1408,2200,1423,2218)
mini-cell xyxy=(1378,2146,1393,2164)
mini-cell xyxy=(1439,2038,1454,2056)
mini-cell xyxy=(1347,2182,1362,2200)
mini-cell xyxy=(1408,2020,1423,2038)
sudoku-cell[interactable] xyxy=(1410,1858,1447,1895)
district-name: ବରଗଡ଼ xyxy=(24,276,131,317)
sudoku-cell[interactable]: C xyxy=(1179,1858,1216,1895)
contact-intro: ପାଠକ ଶ୍ରେଷ୍ଠ ବିଚାରକ ସ୍ତମ୍ଭକୁ ପତ୍ର ପଠାଇବାର ଠିକଣା: ସମ୍ପାଦକ, ଧରିତ୍ରୀ, ବି-୨୬, ଇଣ୍ଡଷ୍ଟ୍ରିଆଲ ଇଷ୍ଟେଟ୍‌, ଭୁବନେଶ୍ୱର-୭୫୧୦୧୦ । କେବଳ ସମ୍ପାଦକଙ୍କ ପାଇଁ, ଖବର ପାଇଁ ବ୍ୟବହାର କରନ୍ତୁ: xyxy=(1173,1408,1454,1467)
mini-cell xyxy=(1439,2128,1454,2146)
email-press[interactable]: E-mail:dharitripress@gmail.com xyxy=(1205,1481,1398,1495)
article2-col2: ବସ୍ତୁତଃ ରାଜନ ଅଭିବୃଦ୍ଧି ପାଇଁ ମୁଦ୍ରାସ୍ଫୀତି ନିୟନ୍ତ୍ରଣ କାର୍ଯ୍ୟକ୍ରମ ଗ୍ରହଣ କରିଥିଲେ । ସୁଧ ହାର କମାଇବା ପାଇଁ ଶିଳ୍ପପତିମାନଙ୍କ ଚାପ ଥିଲେ ମଧ୍ୟ ସେ ସତର୍କ ରହିଥିଲେ । ଏହା କିଛି ରାଜନେତାଙ୍କୁ ଭଲ ଲାଗିନଥିଲା । ସେ ସ୍ପଷ୍ଟବାଦୀ ଥିଲେ ଓ ଦେଶର ଅର୍ଥନୈତିକ ସ୍ଥିତି ବିଷୟରେ ସତ କଥା କହୁଥିଲେ । ଏହି ସ୍ୱଚ୍ଛତା କିଛି ମହଲରେ ଅସନ୍ତୋଷ ସୃଷ୍ଟି କରିଥିଲା । ଫଳରେ ତାଙ୍କୁ ଲକ୍ଷ୍ୟ କରି ସମାଲୋଚନା ହେଲା । xyxy=(344,1124,740,1199)
sudoku-cell[interactable] xyxy=(1370,1821,1409,1858)
mini-cell xyxy=(1424,2056,1439,2074)
mini-cell xyxy=(1302,2110,1317,2128)
mini-row xyxy=(1302,2128,1485,2146)
mini-cell xyxy=(1363,2038,1378,2056)
mini-cell xyxy=(1363,2128,1378,2146)
contact-box xyxy=(1164,1400,1486,1592)
mini-cell xyxy=(1393,2146,1408,2164)
quote-box-title: ଚିରନ୍ତନୀ xyxy=(78,12,169,40)
mini-cell xyxy=(1393,2092,1408,2110)
mini-cell xyxy=(1378,2164,1393,2182)
mini-row xyxy=(1302,2038,1485,2056)
